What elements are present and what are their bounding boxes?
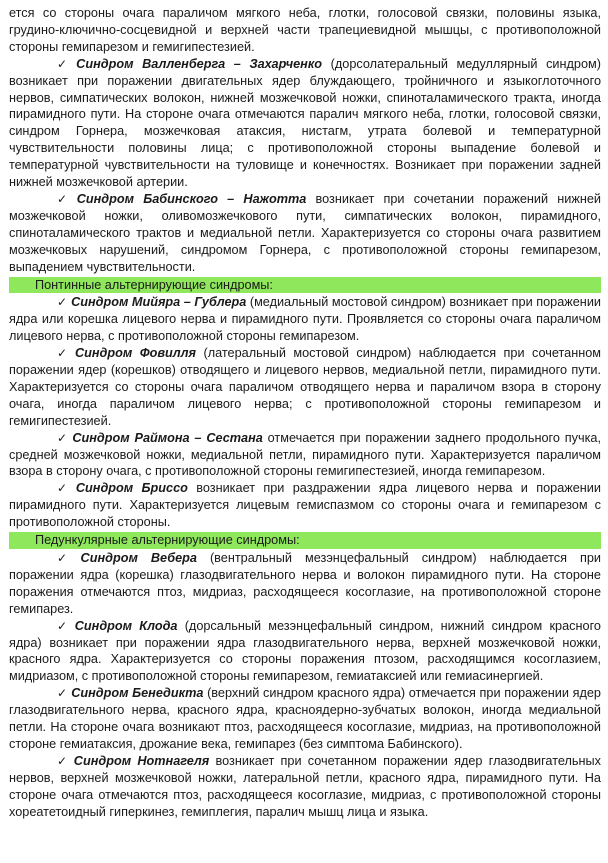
syndrome-brissaud bbox=[9, 480, 601, 531]
syndrome-weber bbox=[9, 550, 601, 618]
syndrome-description: возникает при раздражении ядра лицевого нерва и поражении пирамидного пути. Характеризуется лицевым гемиспазмом со стороны очага и гемипарезом с противоположной стороны. bbox=[9, 481, 601, 530]
syndrome-description: (дорсальный мезэнцефальный синдром, нижний синдром красного ядра) возникает при поражении ядра глазодвигательного нерва, верхней мозжечковой ножки, красного ядра. Характеризуется со стороны поражения птозом, расходящимся косоглазием, мидриазом, с противоположной стороны гемипарезом, гемиатаксией или гемиасинергией. bbox=[9, 618, 601, 684]
checkmark-icon: ✓ bbox=[57, 295, 68, 310]
syndrome-raymond-cestan bbox=[9, 430, 601, 481]
syndrome-babinski-nageotte bbox=[9, 191, 601, 276]
syndrome-nothnagel bbox=[9, 753, 601, 821]
syndrome-title: Синдром Бенедикта bbox=[71, 686, 204, 701]
checkmark-icon: ✓ bbox=[57, 346, 71, 361]
syndrome-description: (медиальный мостовой синдром) возникает при поражении ядра или корешка лицевого нерва и пирамидного пути. Проявляется со стороны очага параличом лицевого нерва, с противоположной стороны гемипарезом. bbox=[9, 295, 601, 344]
checkmark-icon: ✓ bbox=[57, 481, 72, 496]
syndrome-description: (латеральный мостовой синдром) наблюдается при сочетанном поражении ядер (корешков) отводящего и лицевого нервов, медиальной петли, пирамидного пути. Характеризуется со стороны очага параличом отводящего нерва и параличом взора в сторону очага, иногда параличом лицевого нерва; с противоположной стороны гемипарезом и гемигипестезией. bbox=[9, 346, 601, 428]
syndrome-title: Синдром Бриссо bbox=[75, 481, 188, 496]
intro-paragraph: ется со стороны очага параличом мягкого неба, глотки, голосовой связки, половины языка, грудино-ключично-сосцевидной и верхней части трапециевидной мышцы, с противоположной стороны гемипарезом и гемигипестезией. bbox=[9, 6, 601, 54]
section-heading-peduncular: Педункулярные альтернирующие синдромы: bbox=[9, 532, 601, 549]
syndrome-claude bbox=[9, 618, 601, 686]
syndrome-title: Синдром Раймона – Сестана bbox=[72, 430, 263, 445]
section-heading-pontine: Понтинные альтернирующие синдромы: bbox=[9, 277, 601, 294]
checkmark-icon: ✓ bbox=[57, 430, 69, 445]
checkmark-icon: ✓ bbox=[57, 753, 70, 768]
syndrome-benedikt bbox=[9, 685, 601, 753]
syndrome-title: Синдром Нотнагеля bbox=[73, 753, 210, 768]
syndrome-millard-gubler bbox=[9, 294, 601, 345]
checkmark-icon: ✓ bbox=[57, 551, 77, 565]
syndrome-description: (дорсолатеральный медуллярный синдром) возникает при поражении двигательных ядер блуждающего, тройничного и языкоглоточного нервов, симпатических волокон, нижней мозжечковой ножки, спиноталамического тракта, иногда пирамидного пути. На стороне очага отмечаются паралич мягкого неба, глотки, голосовой связки, синдром Горнера, мозжечковая атаксия, нистагм, утрата болевой и температурной чувствительности половины лица; с противоположной стороны выпадение болевой и температурной чувствительности на туловище и конечностях. Возникает при поражении задней нижней мозжечковой артерии. bbox=[9, 56, 601, 190]
checkmark-icon: ✓ bbox=[57, 618, 71, 633]
checkmark-icon: ✓ bbox=[57, 686, 68, 701]
syndrome-title: Синдром Мийяра – Гублера bbox=[71, 295, 247, 310]
syndrome-wallenberg bbox=[9, 56, 601, 191]
syndrome-title: Синдром Валленберга – Захарченко bbox=[76, 56, 323, 71]
syndrome-description: возникает при сочетании поражений нижней мозжечковой ножки, оливомозжечкового пути, симпатических волокон, пирамидного, спиноталамического трактов и медиальной петли. Характеризуется со стороны очага развитием мозжечковых нарушений, синдромом Горнера, с противоположной стороны гемипарезом, выпадением чувствительности. bbox=[9, 191, 601, 274]
syndrome-description: отмечается при поражении заднего продольного пучка, средней мозжечковой ножки, медиальной петли, пирамидного пути. Характеризуется параличом взора в сторону очага, с противоположной стороны гемигипестезией, иногда гемипарезом. bbox=[9, 430, 602, 479]
syndrome-title: Синдром Клода bbox=[74, 618, 178, 633]
syndrome-title: Синдром Бабинского – Нажотта bbox=[76, 191, 307, 206]
syndrome-foville bbox=[9, 345, 601, 430]
checkmark-icon: ✓ bbox=[57, 191, 73, 206]
syndrome-description: (верхний синдром красного ядра) отмечается при поражении ядер глазодвигательного нерва, красного ядра, красноядерно-зубчатых волокон, иногда медиальной петли. На стороне очага возникают птоз, расходящееся косоглазие, мидриаз, на противоположной стороне гемиатаксия, дрожание века, гемипарез (без симптома Бабинского). bbox=[9, 686, 601, 751]
syndrome-description: (вентральный мезэнцефальный синдром) наблюдается при поражении ядра (корешка) глазодвигательного нерва и волокон пирамидного пути. На стороне поражения отмечаются птоз, мидриаз, расходящееся косоглазие, на противоположной стороне гемипарез. bbox=[9, 551, 602, 616]
checkmark-icon: ✓ bbox=[57, 56, 73, 71]
syndrome-description: возникает при сочетанном поражении ядер глазодвигательных нервов, верхней мозжечковой ножки, латеральной петли, красного ядра, пирамидного пути. На стороне очага отмечаются птоз, расходящееся косоглазие, мидриаз, с противоположной стороны хореатетоидный гиперкинез, гемиплегия, паралич мышц лица и языка. bbox=[9, 753, 601, 819]
syndrome-title: Синдром Вебера bbox=[80, 551, 197, 565]
syndrome-title: Синдром Фовилля bbox=[74, 346, 197, 361]
